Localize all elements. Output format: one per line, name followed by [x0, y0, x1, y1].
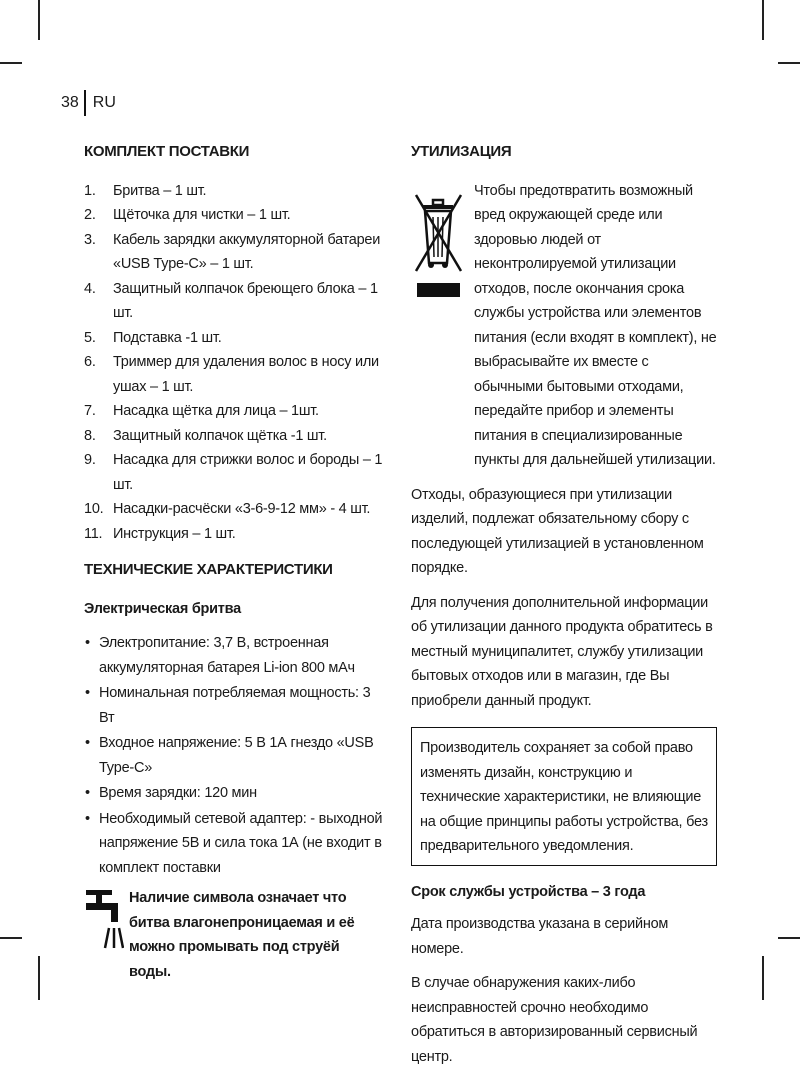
left-column [84, 140, 384, 984]
specs-title: ТЕХНИЧЕСКИЕ ХАРАКТЕРИСТИКИ [84, 561, 333, 578]
header-divider [84, 90, 86, 116]
list-item: 10. Насадки-расчёски «3-6-9-12 мм» - 4 шт. [84, 501, 371, 517]
disposal-section [411, 179, 717, 473]
list-item: 4. Защитный колпачок бреющего блока – 1 шт. [84, 280, 378, 321]
list-item: 9. Насадка для стрижки волос и бороды – 1 шт. [84, 452, 383, 493]
kit-title: КОМПЛЕКТ ПОСТАВКИ [84, 143, 250, 160]
page-header [61, 90, 116, 116]
list-item: • Необходимый сетевой адаптер: - выходной напряжение 5В и сила тока 1А (не входит в комплект поставки [84, 807, 384, 881]
crop-mark-top-left-h [0, 62, 22, 64]
crop-mark-bottom-right-h [778, 937, 800, 939]
lifetime-heading: Срок службы устройства – 3 года [411, 883, 646, 900]
faucet-water-icon [84, 888, 124, 950]
list-item: 11. Инструкция – 1 шт. [84, 525, 236, 542]
list-item: • Номинальная потребляемая мощность: 3 Вт [84, 681, 384, 730]
malfunction-text: В случае обнаружения каких-либо неисправностей срочно необходимо обратиться в авторизированный сервисный центр. [411, 975, 698, 1065]
crop-mark-bottom-right-v [762, 956, 764, 1000]
specs-list [84, 631, 384, 880]
shaver-subtitle: Электрическая бритва [84, 600, 241, 617]
list-item: 2. Щёточка для чистки – 1 шт. [84, 207, 291, 223]
wash-note: Наличие символа означает что битва влагонепроницаемая и её можно промывать под струёй воды. [84, 886, 384, 984]
disposal-paragraph-2: Отходы, образующиеся при утилизации изделий, подлежат обязательному сбору с последующей утилизацией в установленном порядке. [411, 486, 704, 576]
crossed-bin-icon [411, 187, 465, 305]
production-date-text: Дата производства указана в серийном номере. [411, 916, 669, 957]
list-item: 3. Кабель зарядки аккумуляторной батареи «USB Type-C» – 1 шт. [84, 231, 381, 272]
crop-mark-top-right-h [778, 62, 800, 64]
crop-mark-bottom-left-v [38, 956, 40, 1000]
notice-box: Производитель сохраняет за собой право изменять дизайн, конструкцию и технические характеристики, не влияющие на общие принципы работы устройства, без предварительного уведомления. [411, 727, 717, 866]
kit-list [84, 179, 384, 547]
disposal-title: УТИЛИЗАЦИЯ [411, 143, 512, 160]
list-item: 7. Насадка щётка для лица – 1шт. [84, 403, 319, 419]
list-item: 5. Подставка -1 шт. [84, 329, 222, 346]
disposal-text-continued: вместе с обычными бытовыми отходами, передайте прибор и элементы питания в специализированные пункты для дальнейшей утилизации. [474, 354, 716, 468]
language-code: RU [92, 94, 116, 111]
crop-mark-top-right-v [762, 0, 764, 40]
crop-mark-bottom-left-h [0, 937, 22, 939]
list-item: • Входное напряжение: 5 В 1А гнездо «USB Type-C» [84, 731, 384, 780]
list-item: • Время зарядки: 120 мин [84, 781, 384, 806]
right-column [411, 140, 717, 1079]
list-item: 8. Защитный колпачок щётка -1 шт. [84, 427, 327, 444]
list-item: 1. Бритва – 1 шт. [84, 182, 207, 199]
crop-mark-top-left-v [38, 0, 40, 40]
page-number: 38 [61, 94, 79, 111]
disposal-text-wrapped: Чтобы предотвратить возможный вред окружающей среде или здоровью людей от неконтролируемой утилизации отходов, после окончания срока службы устройства или элементов питания (если входят в комплект), не выбрасывайте их [474, 182, 717, 370]
list-item: 6. Триммер для удаления волос в носу или ушах – 1 шт. [84, 354, 379, 395]
list-item: • Электропитание: 3,7 В, встроенная аккумуляторная батарея Li-ion 800 мАч [84, 631, 384, 680]
disposal-paragraph-3: Для получения дополнительной информации об утилизации данного продукта обратитесь в местный муниципалитет, службу утилизации бытовых отходов или в магазин, где Вы приобрели данный продукт. [411, 594, 713, 709]
